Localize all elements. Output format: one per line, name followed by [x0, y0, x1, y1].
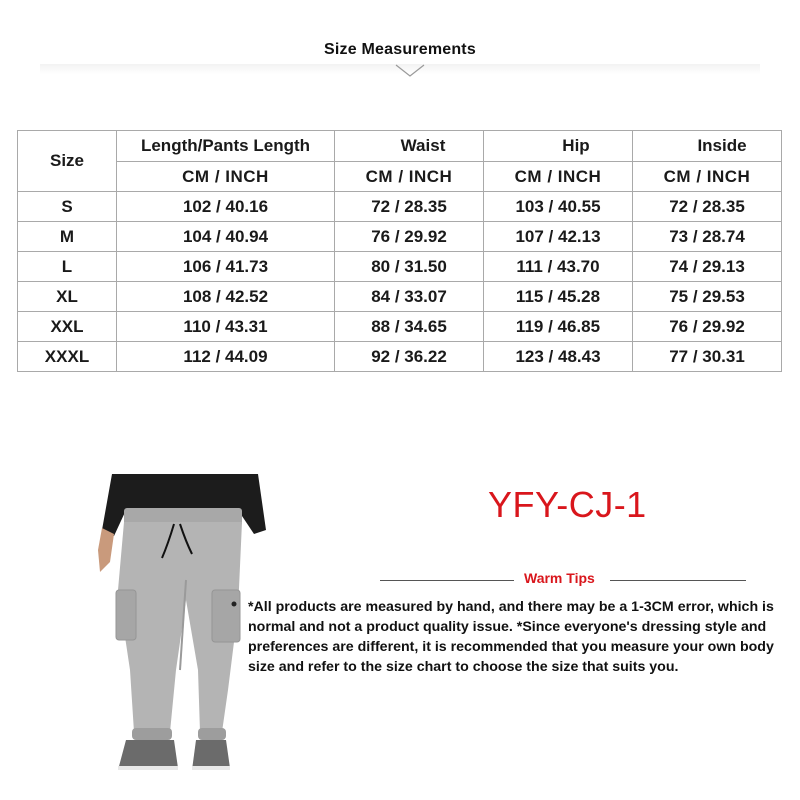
size-column-header: Size — [18, 131, 117, 192]
length-cell: 104 / 40.94 — [117, 222, 335, 252]
column-header-waist-label: Waist — [400, 136, 446, 155]
jogger-pants-model-image — [88, 470, 268, 775]
length-cell: 102 / 40.16 — [117, 192, 335, 222]
chevron-down-icon — [394, 62, 426, 78]
inside-cell: 77 / 30.31 — [633, 342, 782, 372]
table-row — [18, 312, 782, 342]
column-header-inside-label: Inside — [697, 136, 747, 155]
column-header-hip-label: Hip — [562, 136, 590, 155]
warm-tips-divider-right — [610, 580, 746, 581]
table-row — [18, 342, 782, 372]
warm-tips-divider-left — [380, 580, 514, 581]
table-header-row — [18, 131, 782, 162]
size-cell: L — [18, 252, 117, 282]
warm-tips-text: *All products are measured by hand, and there may be a 1-3CM error, which is normal and not a product quality issue. *Since everyone's dressing style and preferences are different, it is recommended that you measure your own body size and refer to the size chart to choose the size that suits you. — [248, 599, 774, 675]
table-row — [18, 282, 782, 312]
waist-cell: 76 / 29.92 — [335, 222, 484, 252]
product-code: YFY-CJ-1 — [488, 484, 647, 525]
unit-header-row — [18, 162, 782, 192]
length-cell: 110 / 43.31 — [117, 312, 335, 342]
unit-label: CM / INCH — [117, 162, 335, 192]
hip-cell: 107 / 42.13 — [484, 222, 633, 252]
column-header-length: Length/Pants Length — [117, 131, 335, 162]
warm-tips-label: Warm Tips — [524, 570, 595, 586]
size-table — [17, 130, 782, 372]
waist-cell: 88 / 34.65 — [335, 312, 484, 342]
waist-cell: 84 / 33.07 — [335, 282, 484, 312]
column-header-hip — [484, 131, 633, 162]
waist-cell: 80 / 31.50 — [335, 252, 484, 282]
column-header-waist — [335, 131, 484, 162]
table-row — [18, 192, 782, 222]
size-cell: XXXL — [18, 342, 117, 372]
unit-label: CM / INCH — [484, 162, 633, 192]
length-cell: 108 / 42.52 — [117, 282, 335, 312]
size-cell: XXL — [18, 312, 117, 342]
length-cell: 106 / 41.73 — [117, 252, 335, 282]
table-row — [18, 222, 782, 252]
size-cell: XL — [18, 282, 117, 312]
inside-cell: 76 / 29.92 — [633, 312, 782, 342]
unit-label: CM / INCH — [335, 162, 484, 192]
table-row — [18, 252, 782, 282]
hip-cell: 103 / 40.55 — [484, 192, 633, 222]
hip-cell: 123 / 48.43 — [484, 342, 633, 372]
inside-cell: 72 / 28.35 — [633, 192, 782, 222]
page-title: Size Measurements — [324, 41, 476, 58]
unit-label: CM / INCH — [633, 162, 782, 192]
hip-cell: 111 / 43.70 — [484, 252, 633, 282]
waist-cell: 92 / 36.22 — [335, 342, 484, 372]
hip-cell: 115 / 45.28 — [484, 282, 633, 312]
size-cell: S — [18, 192, 117, 222]
length-cell: 112 / 44.09 — [117, 342, 335, 372]
size-cell: M — [18, 222, 117, 252]
waist-cell: 72 / 28.35 — [335, 192, 484, 222]
inside-cell: 75 / 29.53 — [633, 282, 782, 312]
hip-cell: 119 / 46.85 — [484, 312, 633, 342]
inside-cell: 74 / 29.13 — [633, 252, 782, 282]
inside-cell: 73 / 28.74 — [633, 222, 782, 252]
column-header-inside — [633, 131, 782, 162]
